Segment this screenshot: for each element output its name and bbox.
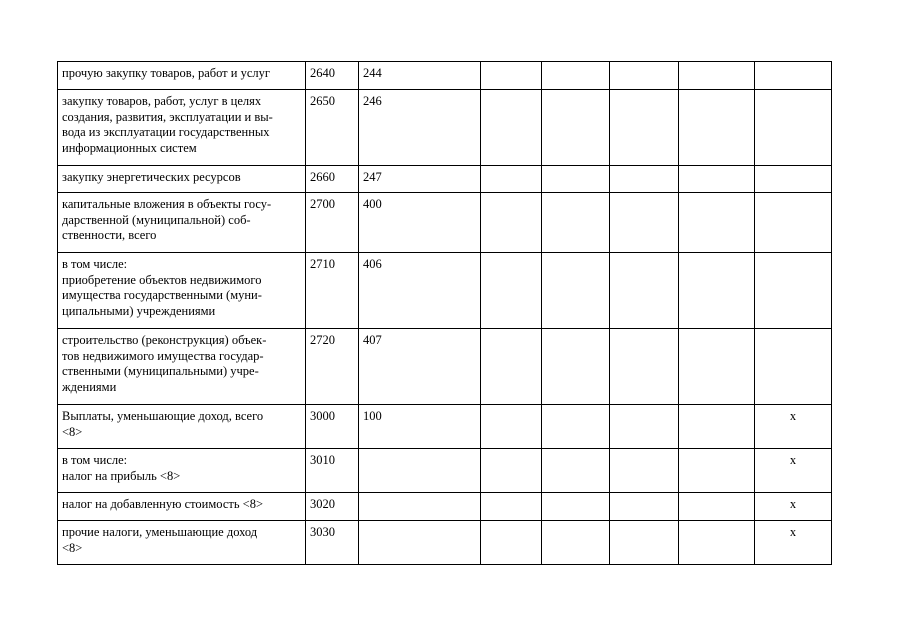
value-cell — [542, 329, 610, 405]
value-cell — [481, 62, 542, 90]
value-cell — [755, 62, 832, 90]
row-code-cell: 2650 — [306, 90, 359, 166]
value-cell — [481, 329, 542, 405]
value-cell — [610, 405, 679, 449]
value-cell — [679, 62, 755, 90]
value-cell — [542, 521, 610, 565]
value-cell — [481, 405, 542, 449]
row-code-cell: 2640 — [306, 62, 359, 90]
row-kbk-cell: 100 — [359, 405, 481, 449]
value-cell — [481, 90, 542, 166]
table-row — [58, 193, 832, 253]
row-name-cell: строительство (реконструкция) объек- тов недвижимого имущества государ- ственными (муниципальными) учре- ждениями — [58, 329, 306, 405]
row-name-cell: Выплаты, уменьшающие доход, всего <8> — [58, 405, 306, 449]
value-cell — [481, 166, 542, 193]
row-code-cell: 3010 — [306, 449, 359, 493]
row-name-cell: закупку товаров, работ, услуг в целях создания, развития, эксплуатации и вы- вода из эксплуатации государственных информационных систем — [58, 90, 306, 166]
value-cell — [610, 329, 679, 405]
row-kbk-cell — [359, 493, 481, 521]
row-kbk-cell: 246 — [359, 90, 481, 166]
table-row — [58, 329, 832, 405]
value-cell — [679, 521, 755, 565]
value-cell — [610, 253, 679, 329]
value-cell — [610, 449, 679, 493]
value-cell — [542, 166, 610, 193]
row-name-cell: налог на добавленную стоимость <8> — [58, 493, 306, 521]
value-cell — [481, 493, 542, 521]
row-kbk-cell — [359, 521, 481, 565]
value-cell — [755, 90, 832, 166]
value-cell — [542, 405, 610, 449]
row-code-cell: 2720 — [306, 329, 359, 405]
value-cell — [679, 253, 755, 329]
table-row — [58, 521, 832, 565]
row-code-cell: 2700 — [306, 193, 359, 253]
row-kbk-cell: 400 — [359, 193, 481, 253]
value-cell — [679, 493, 755, 521]
value-cell — [481, 521, 542, 565]
value-cell — [679, 166, 755, 193]
value-cell: x — [755, 521, 832, 565]
row-code-cell: 3030 — [306, 521, 359, 565]
row-code-cell: 3020 — [306, 493, 359, 521]
value-cell — [755, 253, 832, 329]
value-cell — [679, 193, 755, 253]
row-name-cell: прочие налоги, уменьшающие доход <8> — [58, 521, 306, 565]
value-cell: x — [755, 405, 832, 449]
table-row — [58, 449, 832, 493]
value-cell — [610, 493, 679, 521]
row-kbk-cell: 247 — [359, 166, 481, 193]
table-row — [58, 493, 832, 521]
value-cell — [679, 90, 755, 166]
value-cell — [755, 329, 832, 405]
value-cell — [679, 449, 755, 493]
row-kbk-cell: 406 — [359, 253, 481, 329]
value-cell — [481, 193, 542, 253]
row-name-cell: прочую закупку товаров, работ и услуг — [58, 62, 306, 90]
value-cell — [679, 329, 755, 405]
value-cell — [610, 166, 679, 193]
value-cell — [542, 449, 610, 493]
row-code-cell: 2660 — [306, 166, 359, 193]
value-cell — [542, 493, 610, 521]
value-cell — [610, 521, 679, 565]
value-cell — [610, 90, 679, 166]
row-name-cell: капитальные вложения в объекты госу- дарственной (муниципальной) соб- ственности, всего — [58, 193, 306, 253]
row-kbk-cell: 407 — [359, 329, 481, 405]
value-cell — [542, 62, 610, 90]
value-cell — [481, 449, 542, 493]
row-kbk-cell: 244 — [359, 62, 481, 90]
value-cell — [542, 90, 610, 166]
value-cell: x — [755, 449, 832, 493]
row-name-cell: в том числе: налог на прибыль <8> — [58, 449, 306, 493]
row-code-cell: 2710 — [306, 253, 359, 329]
value-cell — [755, 193, 832, 253]
financial-plan-table — [57, 61, 832, 565]
value-cell — [679, 405, 755, 449]
value-cell: x — [755, 493, 832, 521]
value-cell — [610, 62, 679, 90]
table-row — [58, 62, 832, 90]
table-row — [58, 90, 832, 166]
value-cell — [542, 193, 610, 253]
value-cell — [610, 193, 679, 253]
value-cell — [542, 253, 610, 329]
table-row — [58, 405, 832, 449]
table-row — [58, 253, 832, 329]
row-name-cell: закупку энергетических ресурсов — [58, 166, 306, 193]
row-kbk-cell — [359, 449, 481, 493]
row-code-cell: 3000 — [306, 405, 359, 449]
value-cell — [481, 253, 542, 329]
table-row — [58, 166, 832, 193]
value-cell — [755, 166, 832, 193]
row-name-cell: в том числе: приобретение объектов недвижимого имущества государственными (муни- ципальными) учреждениями — [58, 253, 306, 329]
